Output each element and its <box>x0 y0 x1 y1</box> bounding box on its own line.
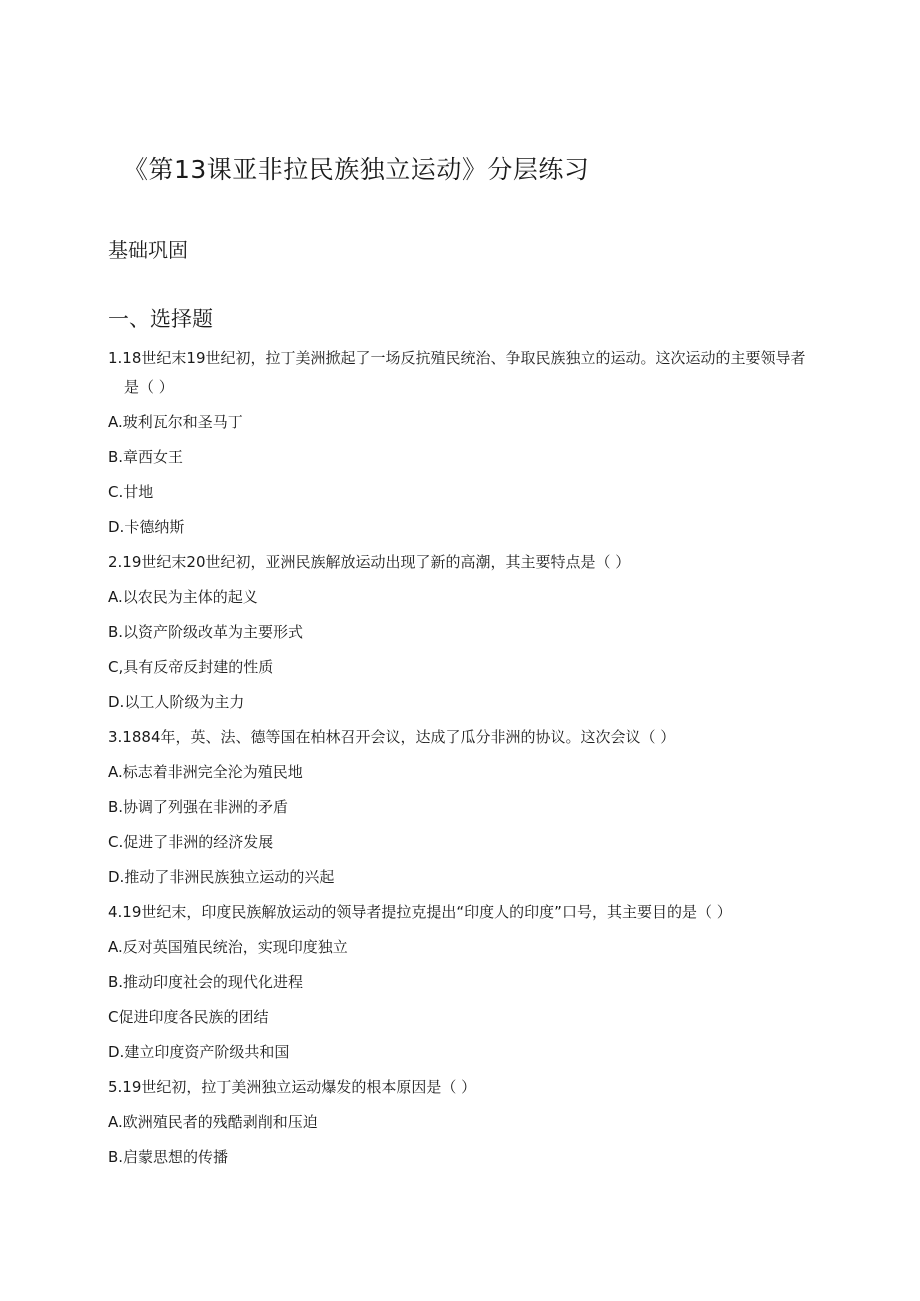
subsection-heading: 一、选择题 <box>108 307 213 331</box>
question-stem: 3.1884年，英、法、德等国在柏林召开会议，达成了瓜分非洲的协议。这次会议（ ） <box>108 728 676 746</box>
question-list <box>108 344 818 1178</box>
question-2 <box>108 548 818 717</box>
document-title: 《第13课亚非拉民族独立运动》分层练习 <box>123 155 590 184</box>
option-a: A.欧洲殖民者的残酷剥削和压迫 <box>108 1113 318 1131</box>
option-a: A.反对英国殖民统治，实现印度独立 <box>108 938 348 956</box>
option-d: D.推动了非洲民族独立运动的兴起 <box>108 868 335 886</box>
option-b: B.推动印度社会的现代化进程 <box>108 973 304 991</box>
option-a: A.以农民为主体的起义 <box>108 588 258 606</box>
option-c: C.甘地 <box>108 483 154 501</box>
option-a: A.玻利瓦尔和圣马丁 <box>108 413 243 431</box>
option-c: C,具有反帝反封建的性质 <box>108 658 274 676</box>
question-stem: 1.18世纪末19世纪初，拉丁美洲掀起了一场反抗殖民统治、争取民族独立的运动。这次运动的主要领导者是（ ） <box>108 349 806 396</box>
question-stem: 2.19世纪末20世纪初，亚洲民族解放运动出现了新的高潮，其主要特点是（ ） <box>108 553 631 571</box>
question-4 <box>108 898 818 1067</box>
option-a: A.标志着非洲完全沦为殖民地 <box>108 763 303 781</box>
section-heading: 基础巩固 <box>108 238 188 262</box>
option-c: C.促进了非洲的经济发展 <box>108 833 274 851</box>
option-d: D.以工人阶级为主力 <box>108 693 245 711</box>
option-b: B.章西女王 <box>108 448 184 466</box>
option-d: D.卡德纳斯 <box>108 518 185 536</box>
option-b: B.启蒙思想的传播 <box>108 1148 229 1166</box>
question-stem: 5.19世纪初，拉丁美洲独立运动爆发的根本原因是（ ） <box>108 1078 477 1096</box>
question-stem: 4.19世纪末，印度民族解放运动的领导者提拉克提出“印度人的印度”口号，其主要目的是（ ） <box>108 903 732 921</box>
question-5 <box>108 1073 818 1172</box>
option-b: B.以资产阶级改革为主要形式 <box>108 623 304 641</box>
option-b: B.协调了列强在非洲的矛盾 <box>108 798 289 816</box>
option-d: D.建立印度资产阶级共和国 <box>108 1043 290 1061</box>
option-c: C促进印度各民族的团结 <box>108 1008 269 1026</box>
question-1 <box>108 344 818 542</box>
question-3 <box>108 723 818 892</box>
